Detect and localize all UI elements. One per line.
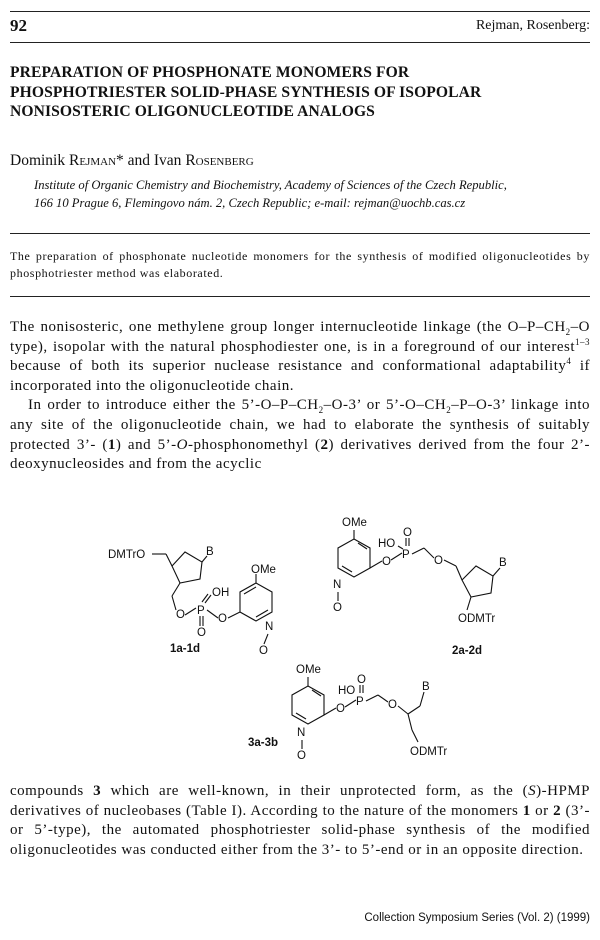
- compound-label: 1a-1d: [170, 643, 201, 655]
- abstract-top-rule: [10, 233, 590, 234]
- paragraph: In order to introduce either the $5’-O-P-CH_2-O-3$’ or $5’-O-CH_2-P-O-3$’ linkage into any site of the oligonucleotide chain, we had to elaborate the synthesis of suitably protected 3’- (1) and 5’-O-phosphonomethyl (2) derivatives derived from the four 2’-deoxynucleosides and from the acyclic: [10, 397, 590, 473]
- affiliation-line: Institute of Organic Chemistry and Biochemistry, Academy of Sciences of the Czech Republic,: [34, 178, 507, 192]
- author-last-name: Rosenberg: [185, 152, 254, 169]
- abstract-bottom-rule: [10, 296, 590, 297]
- page-number: 92: [10, 16, 27, 35]
- label-ome: OMe: [251, 564, 276, 576]
- label-nitrogen: N: [265, 621, 274, 633]
- title-line: NONISOSTERIC OLIGONUCLEOTIDE ANALOGS: [10, 103, 375, 120]
- title-line: PHOSPHOTRIESTER SOLID-PHASE SYNTHESIS OF ISOPOLAR: [10, 83, 482, 101]
- label-oxygen: O: [336, 703, 345, 715]
- affiliation-line: 166 10 Prague 6, Flemingovo nám. 2, Czech Republic; e-mail: rejman@uochb.cas.cz: [34, 196, 466, 210]
- label-oxygen: O: [259, 645, 268, 657]
- label-ome: OMe: [296, 664, 321, 676]
- body-text-top: [10, 318, 590, 475]
- structure-1a-1d: [108, 546, 276, 657]
- structure-2a-2d: [333, 517, 507, 657]
- label-oxygen: O: [197, 627, 206, 639]
- label-phosphorus: P: [197, 605, 205, 617]
- label-base: B: [499, 557, 507, 569]
- label-phosphorus: P: [356, 696, 364, 708]
- label-oh: OH: [212, 587, 230, 599]
- label-ho: HO: [338, 685, 356, 697]
- label-oxygen: O: [218, 613, 227, 625]
- label-nitrogen: N: [333, 579, 342, 591]
- label-oxygen: O: [382, 556, 391, 568]
- authors: [10, 152, 254, 170]
- corresponding-mark: *: [116, 152, 124, 169]
- label-base: B: [206, 546, 214, 558]
- compound-label: 2a-2d: [452, 645, 483, 657]
- label-ho: HO: [378, 538, 396, 550]
- footer-journal: Collection Symposium Series (Vol. 2) (1999): [364, 912, 590, 924]
- compound-label: 3a-3b: [248, 737, 279, 749]
- structure-3a-3b: [248, 664, 447, 762]
- label-ome: OMe: [342, 517, 367, 529]
- label-nitrogen: N: [297, 727, 306, 739]
- affiliation: [34, 176, 594, 212]
- label-base: B: [422, 681, 430, 693]
- label-dmtro: DMTrO: [108, 549, 146, 561]
- header-rule: [10, 42, 590, 43]
- paragraph: The nonisosteric, one methylene group longer internucleotide linkage (the $O-P-CH_2-O$ type), isopolar with the natural phosphodiester one, is in a foreground of our interest$^{1-3}$ because of both its superior nuclease resistance and conformational adaptability$^4$ if incorporated into the oligonucleotide chain.: [10, 319, 590, 394]
- paragraph: compounds 3 which are well-known, in their unprotected form, as the (S)-HPMP derivatives of nucleobases (Table I). According to the nature of the monomers 1 or 2 (3’- or 5’-type), the automated phosphotriester solid-phase synthesis of the modified oligonucleotides was conducted either from the 3’- to 5’-end or in an opposite direction.: [10, 783, 590, 858]
- abstract: The preparation of phosphonate nucleotide monomers for the synthesis of modified oligonucleotides by phosphotriester method was elaborated.: [10, 249, 590, 280]
- label-phosphorus: P: [402, 549, 410, 561]
- author-last-name: Rejman: [69, 152, 117, 169]
- running-head: Rejman, Rosenberg:: [475, 18, 590, 33]
- body-text-bottom: [10, 782, 590, 860]
- label-oxygen: O: [434, 555, 443, 567]
- label-odmtr: ODMTr: [458, 613, 496, 625]
- title-line: PREPARATION OF PHOSPHONATE MONOMERS FOR: [10, 64, 410, 81]
- label-oxygen: O: [333, 602, 342, 614]
- label-odmtr: ODMTr: [410, 746, 448, 758]
- label-oxygen: O: [176, 609, 185, 621]
- label-oxygen: O: [297, 750, 306, 762]
- label-oxygen: O: [403, 527, 412, 539]
- author-first-name: Dominik: [10, 152, 69, 169]
- top-rule: [10, 11, 590, 12]
- label-oxygen: O: [388, 699, 397, 711]
- author-conjunction: and Ivan: [123, 152, 186, 169]
- label-oxygen: O: [357, 674, 366, 686]
- chemical-structures-figure: [0, 510, 600, 770]
- paper-title: [10, 63, 590, 122]
